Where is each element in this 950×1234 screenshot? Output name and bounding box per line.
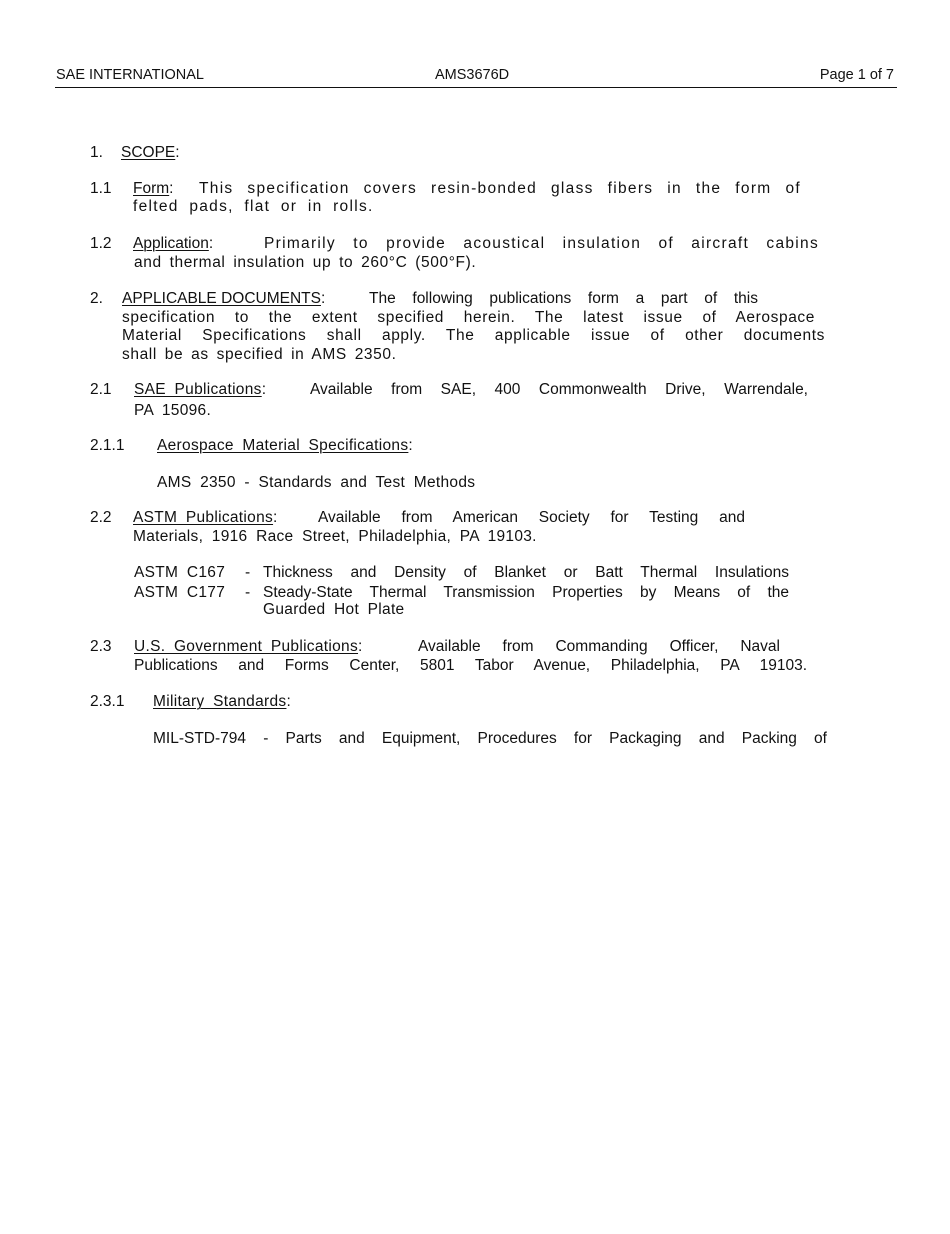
section-2-3-1-number: 2.3.1 [90, 693, 125, 710]
section-2-3-line-1: Available from Commanding Officer, Naval [418, 638, 780, 655]
section-2-2-punct: : [273, 509, 278, 526]
astm-c177-code: ASTM C177 [134, 584, 226, 601]
header-document-id: AMS3676D [435, 67, 510, 83]
header-divider [55, 87, 897, 88]
astm-c177-description-cont: Guarded Hot Plate [263, 601, 405, 618]
section-1-punct: : [175, 144, 180, 161]
section-1-number: 1. [90, 144, 103, 161]
section-2-line-1: The following publications form a part of this [369, 290, 758, 307]
section-2-1-heading [134, 381, 266, 399]
section-2-3-number: 2.3 [90, 638, 112, 655]
section-2-line-3: Material Specifications shall apply. The applicable issue of other documents [122, 327, 825, 344]
section-1-title: SCOPE [121, 144, 176, 161]
section-2-1-1-punct: : [408, 437, 413, 454]
section-2-3-1-heading [153, 693, 291, 711]
section-1-heading [121, 144, 180, 162]
header-organization: SAE INTERNATIONAL [56, 67, 204, 83]
section-2-title: APPLICABLE DOCUMENTS [122, 290, 321, 307]
section-2-3-punct: : [358, 638, 363, 655]
section-2-3-heading [134, 638, 363, 656]
section-2-1-1-title: Aerospace Material Specifications [157, 437, 409, 454]
section-2-1-number: 2.1 [90, 381, 112, 398]
astm-c167-dash: - [245, 564, 251, 581]
section-1-1-line-1: This specification covers resin-bonded glass fibers in the form of [199, 180, 801, 197]
section-2-1-1-number: 2.1.1 [90, 437, 125, 454]
ams-2350-entry: AMS 2350 - Standards and Test Methods [157, 474, 476, 491]
section-2-line-4: shall be as specified in AMS 2350. [122, 346, 397, 363]
section-2-2-title: ASTM Publications [133, 509, 274, 526]
section-1-1-heading [133, 180, 173, 198]
section-2-3-line-2: Publications and Forms Center, 5801 Tabor Avenue, Philadelphia, PA 19103. [134, 657, 807, 674]
section-1-2-line-1: Primarily to provide acoustical insulation of aircraft cabins [264, 235, 819, 252]
astm-c167-code: ASTM C167 [134, 564, 226, 581]
astm-c167-description: Thickness and Density of Blanket or Batt Thermal Insulations [263, 564, 789, 581]
section-1-2-punct: : [208, 235, 214, 252]
mil-std-794-entry: MIL-STD-794 - Parts and Equipment, Procedures for Packaging and Packing of [153, 730, 827, 747]
section-1-2-title: Application [133, 235, 209, 252]
section-1-1-punct: : [169, 180, 174, 197]
section-2-2-number: 2.2 [90, 509, 112, 526]
section-2-3-1-punct: : [286, 693, 292, 710]
section-2-1-1-heading [157, 437, 413, 455]
section-2-1-title: SAE Publications [134, 381, 262, 398]
section-2-heading [122, 290, 325, 308]
section-2-line-2: specification to the extent specified herein. The latest issue of Aerospace [122, 309, 815, 326]
section-1-1-title: Form [133, 180, 170, 197]
section-2-number: 2. [90, 290, 103, 307]
section-2-2-line-1: Available from American Society for Testing and [318, 509, 745, 526]
astm-c177-dash: - [245, 584, 251, 601]
section-1-2-line-2: and thermal insulation up to 260°C (500°F). [134, 254, 477, 271]
section-1-1-line-2: felted pads, flat or in rolls. [133, 198, 374, 215]
section-1-1-number: 1.1 [90, 180, 112, 197]
section-1-2-heading [133, 235, 213, 253]
header-page-number: Page 1 of 7 [819, 67, 894, 83]
section-2-3-title: U.S. Government Publications [134, 638, 359, 655]
section-2-1-punct: : [261, 381, 267, 398]
section-2-1-line-2: PA 15096. [134, 402, 212, 419]
astm-c177-description: Steady-State Thermal Transmission Properties by Means of the [263, 584, 789, 601]
section-2-3-1-title: Military Standards [153, 693, 287, 710]
section-2-2-line-2: Materials, 1916 Race Street, Philadelphia, PA 19103. [133, 528, 537, 545]
section-2-2-heading [133, 509, 278, 527]
section-2-1-line-1: Available from SAE, 400 Commonwealth Drive, Warrendale, [310, 381, 808, 398]
section-2-punct: : [320, 290, 326, 307]
section-1-2-number: 1.2 [90, 235, 112, 252]
